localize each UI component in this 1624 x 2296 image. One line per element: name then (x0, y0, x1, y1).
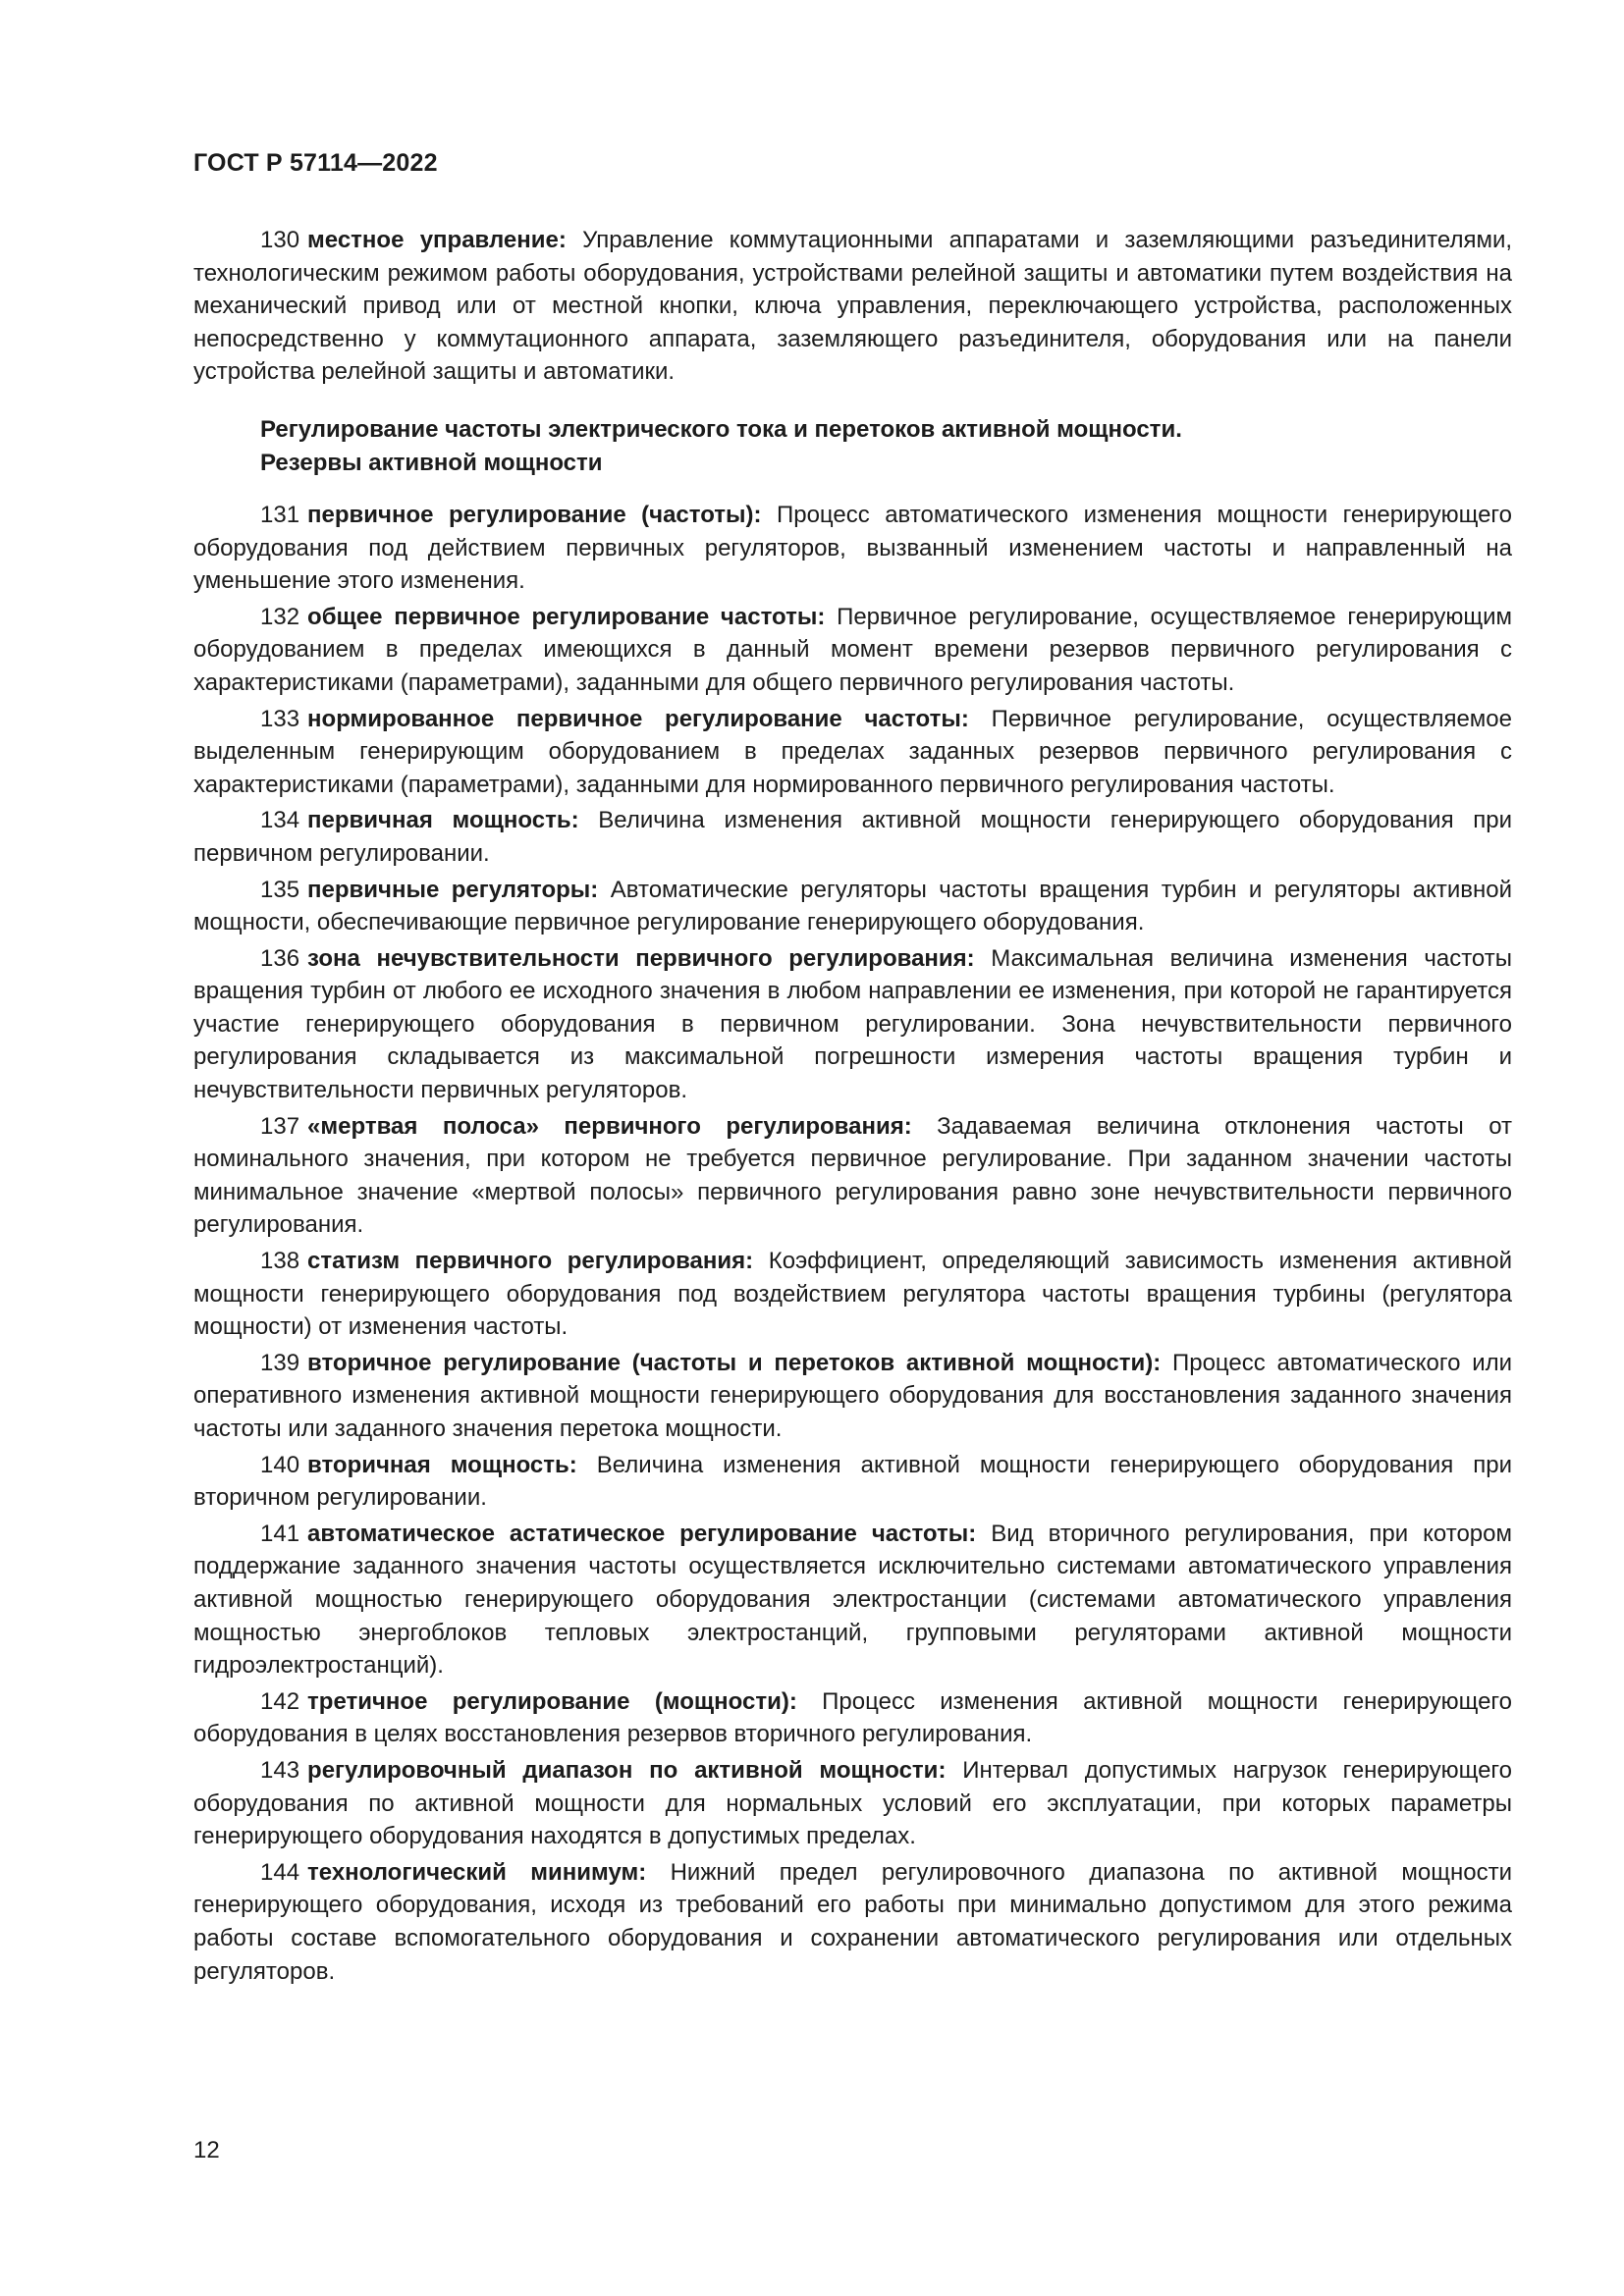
term-entry-137 (193, 1110, 1512, 1242)
term-definition: Автоматические регуляторы частоты вращения турбин и регуляторы активной мощности, обеспечивающие первичное регулирование генерирующего оборудования. (193, 876, 1513, 936)
term-definition: Величина изменения активной мощности генерирующего оборудования при вторичном регулировании. (193, 1451, 1512, 1512)
term-entry-138 (193, 1245, 1512, 1344)
term-definition: Процесс автоматического изменения мощности генерирующего оборудования под действием первичных регуляторов, вызванный изменением частоты и направленный на уменьшение этого изменения. (193, 501, 1513, 595)
term-title: общее первичное регулирование частоты: (307, 603, 826, 630)
term-entry-142 (193, 1685, 1512, 1751)
term-number: 132 (260, 603, 300, 630)
term-entry-134 (193, 804, 1512, 870)
term-number: 134 (260, 807, 300, 834)
term-number: 130 (260, 227, 300, 253)
term-entry-144 (193, 1856, 1512, 1988)
term-number: 131 (260, 501, 300, 528)
term-definition: Процесс изменения активной мощности генерирующего оборудования в целях восстановления резервов вторичного регулирования. (193, 1687, 1513, 1748)
section-title (260, 413, 1512, 480)
term-number: 138 (260, 1248, 300, 1275)
term-entry-139 (193, 1347, 1512, 1446)
term-entry-136 (193, 942, 1512, 1107)
term-entry-141 (193, 1518, 1512, 1682)
term-entry-143 (193, 1754, 1512, 1853)
term-entry-131 (193, 499, 1512, 598)
term-title: нормированное первичное регулирование частоты: (307, 705, 969, 732)
term-entry-140 (193, 1449, 1512, 1515)
term-definition: Первичное регулирование, осуществляемое выделенным генерирующим оборудованием в пределах заданных резервов первичного регулирования с характеристиками (параметрами), заданными для нормированного первичного регулирования частоты. (193, 705, 1512, 798)
term-number: 133 (260, 705, 300, 732)
term-title: первичная мощность: (307, 807, 579, 834)
term-number: 135 (260, 876, 300, 903)
term-definition: Максимальная величина изменения частоты вращения турбин от любого ее исходного значения в любом направлении ее изменения, при которой не гарантируется участие генерирующего оборудования в первичном регулировании. Зона нечувствительности первичного регулирования складывается из максимальной погрешности измерения частоты вращения турбин и нечувствительности первичных регуляторов. (193, 944, 1512, 1104)
term-entry-130 (193, 224, 1512, 389)
term-number: 143 (260, 1756, 300, 1784)
section-title-line-2: Резервы активной мощности (260, 449, 603, 476)
term-definition: Процесс автоматического или оперативного изменения активной мощности генерирующего оборудования для восстановления заданного значения частоты или заданного значения перетока мощности. (193, 1349, 1513, 1442)
section-title-line-1: Регулирование частоты электрического тока и перетоков активной мощности. (260, 415, 1182, 443)
term-number: 137 (260, 1112, 300, 1140)
term-definition: Нижний предел регулировочного диапазона по активной мощности генерирующего оборудования, исходя из требований его работы при минимально допустимом для этого режима работы составе вспомогательного оборудования и сохранении автоматического регулирования или отдельных регуляторов. (193, 1858, 1512, 1985)
term-entry-135 (193, 874, 1512, 939)
term-title: статизм первичного регулирования: (307, 1248, 754, 1275)
term-entry-132 (193, 601, 1512, 700)
term-title: автоматическое астатическое регулирование частоты: (307, 1520, 977, 1547)
term-definition: Величина изменения активной мощности генерирующего оборудования при первичном регулировании. (193, 807, 1513, 867)
term-title: «мертвая полоса» первичного регулирования: (307, 1112, 912, 1140)
term-title: технологический минимум: (307, 1858, 647, 1886)
term-title: третичное регулирование (мощности): (307, 1687, 797, 1715)
term-title: вторичная мощность: (307, 1451, 577, 1478)
document-body (193, 224, 1512, 1991)
term-number: 136 (260, 944, 300, 972)
term-definition: Задаваемая величина отклонения частоты от номинального значения, при котором не требуется первичное регулирование. При заданном значении частоты минимальное значение «мертвой полосы» первичного регулирования равно зоне нечувствительности первичного регулирования. (193, 1112, 1512, 1239)
term-number: 142 (260, 1687, 300, 1715)
term-title: вторичное регулирование (частоты и перетоков активной мощности): (307, 1349, 1162, 1376)
term-definition: Вид вторичного регулирования, при котором поддержание заданного значения частоты осуществляется исключительно системами автоматического управления активной мощностью генерирующего оборудования электростанции (системами автоматического управления мощностью энергоблоков тепловых электростанций, групповыми регуляторами активной мощности гидроэлектростанций). (193, 1520, 1512, 1680)
term-definition: Управление коммутационными аппаратами и заземляющими разъединителями, технологическим режимом работы оборудования, устройствами релейной защиты и автоматики путем воздействия на механический привод или от местной кнопки, ключа управления, переключающего устройства, расположенных непосредственно у коммутационного аппарата, заземляющего разъединителя, оборудования или на панели устройства релейной защиты и автоматики. (193, 227, 1513, 386)
term-number: 144 (260, 1858, 300, 1886)
page-number: 12 (193, 2137, 220, 2163)
term-title: регулировочный диапазон по активной мощности: (307, 1756, 947, 1784)
document-code-header: ГОСТ Р 57114—2022 (193, 149, 438, 177)
term-title: местное управление: (307, 227, 567, 253)
term-title: первичное регулирование (частоты): (307, 501, 762, 528)
term-number: 141 (260, 1520, 300, 1547)
term-definition: Коэффициент, определяющий зависимость изменения активной мощности генерирующего оборудования под воздействием регулятора частоты вращения турбины (регулятора мощности) от изменения частоты. (193, 1248, 1512, 1341)
term-entry-133 (193, 703, 1512, 802)
term-title: первичные регуляторы: (307, 876, 599, 903)
term-definition: Интервал допустимых нагрузок генерирующего оборудования по активной мощности для нормальных условий его эксплуатации, при которых параметры генерирующего оборудования находятся в допустимых пределах. (193, 1756, 1513, 1850)
term-number: 140 (260, 1451, 300, 1478)
term-definition: Первичное регулирование, осуществляемое генерирующим оборудованием в пределах имеющихся в данный момент времени резервов первичного регулирования с характеристиками (параметрами), заданными для общего первичного регулирования частоты. (193, 603, 1513, 696)
term-number: 139 (260, 1349, 300, 1376)
term-title: зона нечувствительности первичного регулирования: (307, 944, 975, 972)
